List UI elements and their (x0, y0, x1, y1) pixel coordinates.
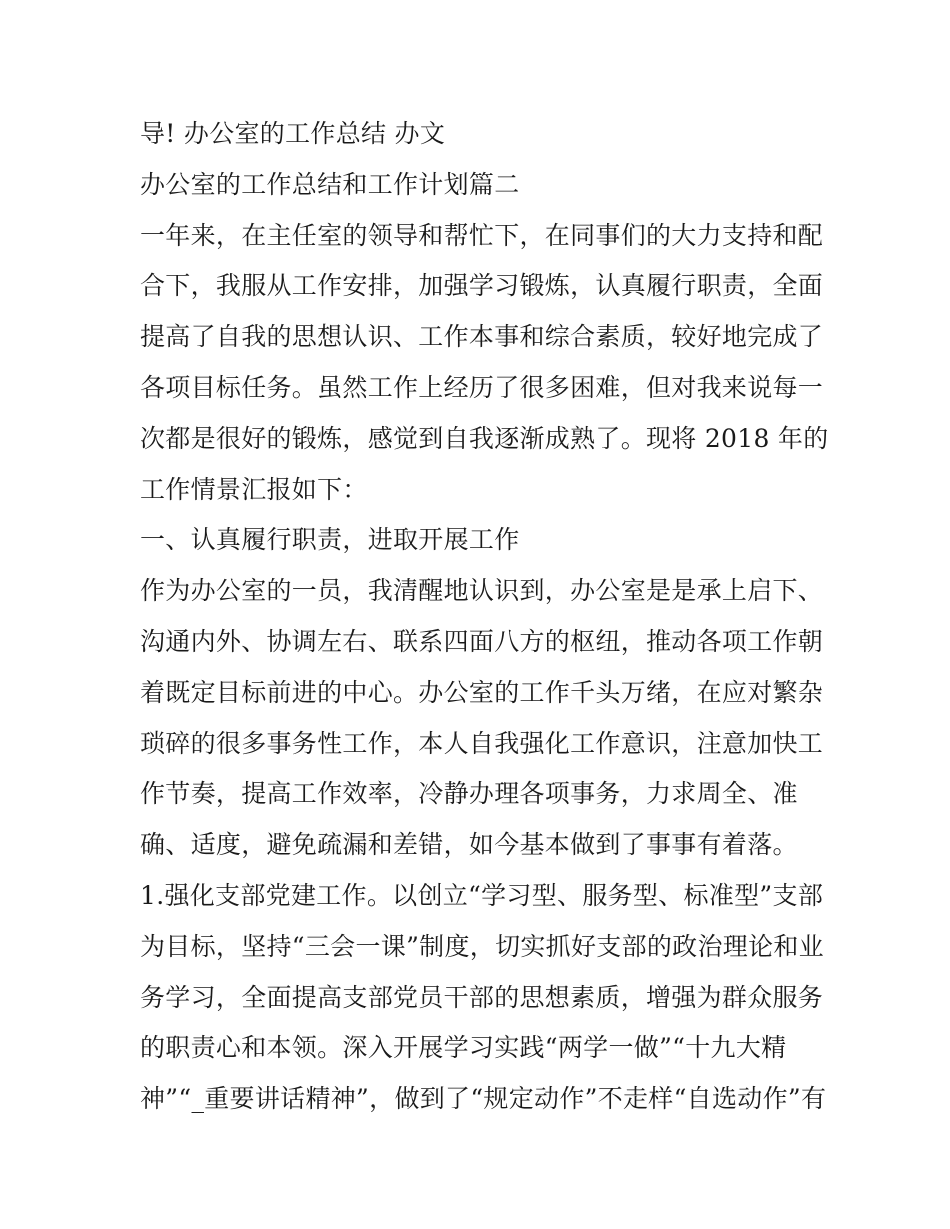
section-heading-line: 一、认真履行职责，进取开展工作 (140, 525, 520, 555)
paragraph-line: 作为办公室的一员，我清醒地认识到，办公室是是承上启下、 (140, 576, 824, 606)
paragraph-line: 沟通内外、协调左右、联系四面八方的枢纽，推动各项工作朝 (140, 626, 824, 656)
paragraph-line: 的职责心和本领。深入开展学习实践“两学一做”“十九大精 (140, 1033, 787, 1063)
paragraph-line: 各项目标任务。虽然工作上经历了很多困难，但对我来说每一 (140, 372, 824, 402)
paragraph-line: 作节奏，提高工作效率，冷静办理各项事务，力求周全、准 (140, 779, 798, 809)
paragraph-line: 为目标，坚持“三会一课”制度，切实抓好支部的政治理论和业 (140, 931, 824, 961)
paragraph-line: 次都是很好的锻炼，感觉到自我逐渐成熟了。现将 2018 年的 (140, 423, 829, 453)
doc-subtitle-line: 办公室的工作总结和工作计划篇二 (140, 169, 520, 199)
document-body (140, 109, 830, 1125)
paragraph-line: 合下，我服从工作安排，加强学习锻炼，认真履行职责，全面 (140, 271, 824, 301)
list-item-line: 1.强化支部党建工作。以创立“学习型、服务型、标准型”支部 (140, 880, 824, 910)
paragraph-line: 着既定目标前进的中心。办公室的工作千头万绪，在应对繁杂 (140, 677, 824, 707)
paragraph-line: 提高了自我的思想认识、工作本事和综合素质，较好地完成了 (140, 322, 824, 352)
paragraph-line: 神”“_重要讲话精神”，做到了“规定动作”不走样“自选动作”有 (140, 1084, 827, 1114)
paragraph-line: 务学习，全面提高支部党员干部的思想素质，增强为群众服务 (140, 982, 824, 1012)
paragraph-line: 一年来，在主任室的领导和帮忙下，在同事们的大力支持和配 (140, 220, 824, 250)
doc-title-line: 导! 办公室的工作总结 办文 (140, 119, 446, 148)
paragraph-line: 工作情景汇报如下： (140, 474, 368, 504)
paragraph-line: 琐碎的很多事务性工作，本人自我强化工作意识，注意加快工 (140, 728, 824, 758)
paragraph-line: 确、适度，避免疏漏和差错，如今基本做到了事事有着落。 (140, 830, 798, 860)
